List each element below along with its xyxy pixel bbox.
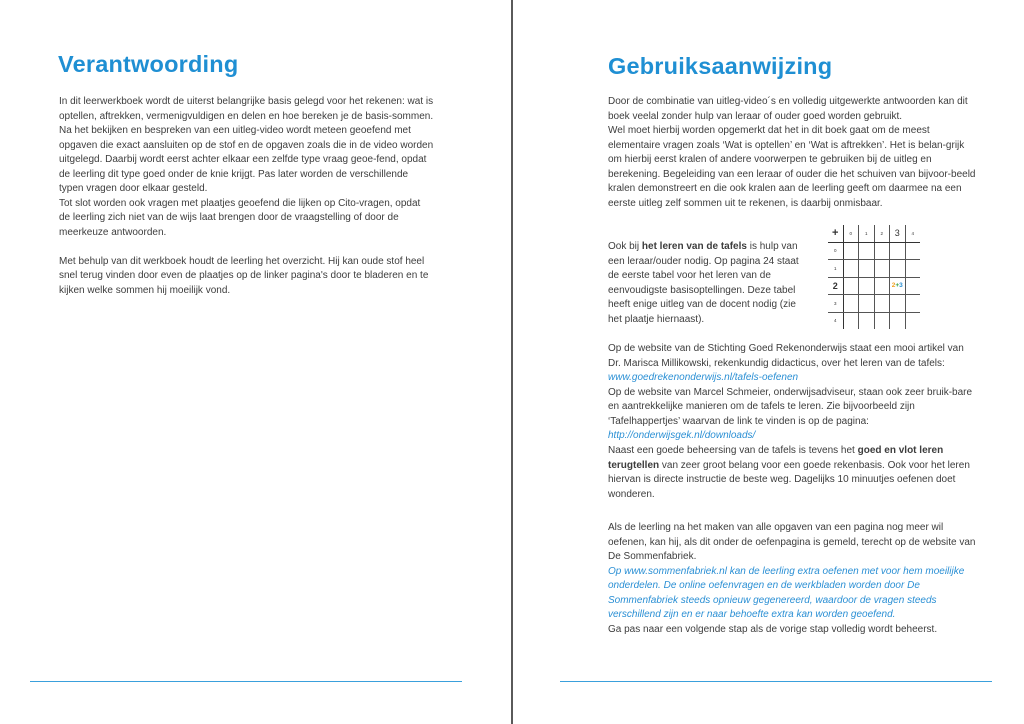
- col-header: 2: [874, 225, 890, 242]
- row-header: 0: [828, 242, 843, 260]
- bold-phrase: het leren van de tafels: [641, 241, 747, 252]
- bold-phrase: goed en vlot leren terugtellen: [608, 445, 944, 471]
- paragraph: Als de leerling na het maken van alle opgaven van een pagina nog meer wil oefenen, kan hij, als dit onder de oefenpagina is gemeld, terecht op de website van De Sommenfabriek.: [608, 522, 976, 562]
- footer-rule: [560, 681, 992, 682]
- paragraph: Na het bekijken en bespreken van een uitleg-video wordt meteen geoefend met opgaven die exact aansluiten op de stof en de opgaven zoals die in de video worden uitgelegd. Daarbij wordt eerst achter elkaar een zelfde type vraag geoe-fend, opdat de leerling dit type goed onder de knie krijgt. Pas later worden de verschillende typen vragen door elkaar gesteld.: [59, 125, 434, 194]
- addition-table: [828, 225, 920, 329]
- paragraph: Met behulp van dit werkboek houdt de leerling het overzicht. Hij kan oude stof heel snel terug vinden door even de plaatjes op de linker pagina's door te bladeren en te kijken welke sommen hij moeilijk vond.: [59, 255, 429, 296]
- row-header: 1: [828, 260, 843, 278]
- left-page: [0, 0, 511, 724]
- col-header-highlight: 3: [890, 225, 906, 242]
- paragraph: Op de website van de Stichting Goed Rekenonderwijs staat een mooi artikel van Dr. Marisca Millikowski, rekenkundig didacticus, over het leren van de tafels: www.goedrekenonderwijs.nl/tafels-oefenen: [608, 343, 964, 383]
- col-header: 1: [859, 225, 875, 242]
- page-title-verantwoording: Verantwoording: [58, 51, 239, 77]
- col-header: 4: [905, 225, 920, 242]
- sommenfabriek-block: [608, 521, 978, 637]
- right-page: [513, 0, 1024, 724]
- plus-sign: +: [828, 225, 843, 242]
- paragraph: Naast een goede beheersing van de tafels is tevens het goed en vlot leren terugtellen van zeer groot belang voor een goede rekenbasis. Ook voor het leren hiervan is directe instructie de beste weg. Dagelijks 10 minuutjes oefenen doet wonderen.: [608, 445, 970, 500]
- row-header: 4: [828, 312, 843, 329]
- paragraph: Door de combinatie van uitleg-video´s en volledig uitgewerkte antwoorden kan dit boek veelal zonder hulp van leraar of ouder goed worden gebruikt.: [608, 96, 968, 122]
- onderwijsgek-link[interactable]: http://onderwijsgek.nl/downloads/: [608, 430, 756, 441]
- paragraph: Wel moet hierbij worden opgemerkt dat het in dit boek gaat om de meest elementaire vragen zoals ‘Wat is optellen’ en ‘Wat is aftrekken’. Het is belan-grijk om hierbij eerst kralen of andere voorwerpen te gebruiken bij de uitleg en berekening. Begeleiding van een leraar of ouder die het schuiven van bijvoor-beeld kralen demonstreert en die ook kralen aan de leerling geeft om daarmee na een eerste uitleg zelf sommen uit te rekenen, is daarbij onmisbaar.: [608, 125, 976, 209]
- paragraph: Ga pas naar een volgende stap als de vorige stap volledig wordt beheerst.: [608, 623, 938, 635]
- row-header-highlight: 2: [828, 277, 843, 295]
- terugtellen-block: [608, 444, 978, 502]
- websites-block: [608, 342, 978, 444]
- col-header: 0: [843, 225, 859, 242]
- left-body: [59, 95, 434, 298]
- paragraph: Ook bij het leren van de tafels is hulp van een leraar/ouder nodig. Op pagina 24 staat de eerste tabel voor het leren van de eenvoudigste basisoptellingen. Deze tabel heeft enige uitleg van de docent nodig (zie het plaatje hiernaast).: [608, 241, 799, 325]
- goedrekenonderwijs-link[interactable]: www.goedrekenonderwijs.nl/tafels-oefenen: [608, 372, 799, 383]
- row-header: 3: [828, 295, 843, 313]
- example-cell: 2+3: [890, 277, 906, 295]
- sommenfabriek-note: Op www.sommenfabriek.nl kan de leerling extra oefenen met voor hem moeilijke onderdelen. De online oefenvragen en de werkbladen worden door De Sommenfabriek steeds opnieuw gegenereerd, waardoor de vragen steeds verschillend zijn en er naar behoefte extra kan worden geoefend.: [608, 565, 965, 620]
- footer-rule: [30, 681, 462, 682]
- paragraph: Op de website van Marcel Schmeier, onderwijsadviseur, staan ook zeer bruik-bare en aantrekkelijke manieren om de tafels te leren. Zie bijvoorbeeld zijn ‘Tafelhappertjes’ waarvan de link te vinden is op de pagina:: [608, 386, 973, 427]
- intro-block: [608, 95, 978, 211]
- paragraph: Tot slot worden ook vragen met plaatjes geoefend die lijken op Cito-vragen, opdat de leerling zich niet van de wijs laat brengen door de vraagstelling of door de meerkeuze antwoorden.: [59, 197, 421, 238]
- tafels-block: [608, 240, 803, 327]
- page-title-gebruiksaanwijzing: Gebruiksaanwijzing: [608, 53, 833, 79]
- paragraph: In dit leerwerkboek wordt de uiterst belangrijke basis gelegd voor het rekenen: wat is optellen, aftrekken, vermenigvuldigen en delen en hoe bereken je de basis-sommen.: [59, 96, 434, 122]
